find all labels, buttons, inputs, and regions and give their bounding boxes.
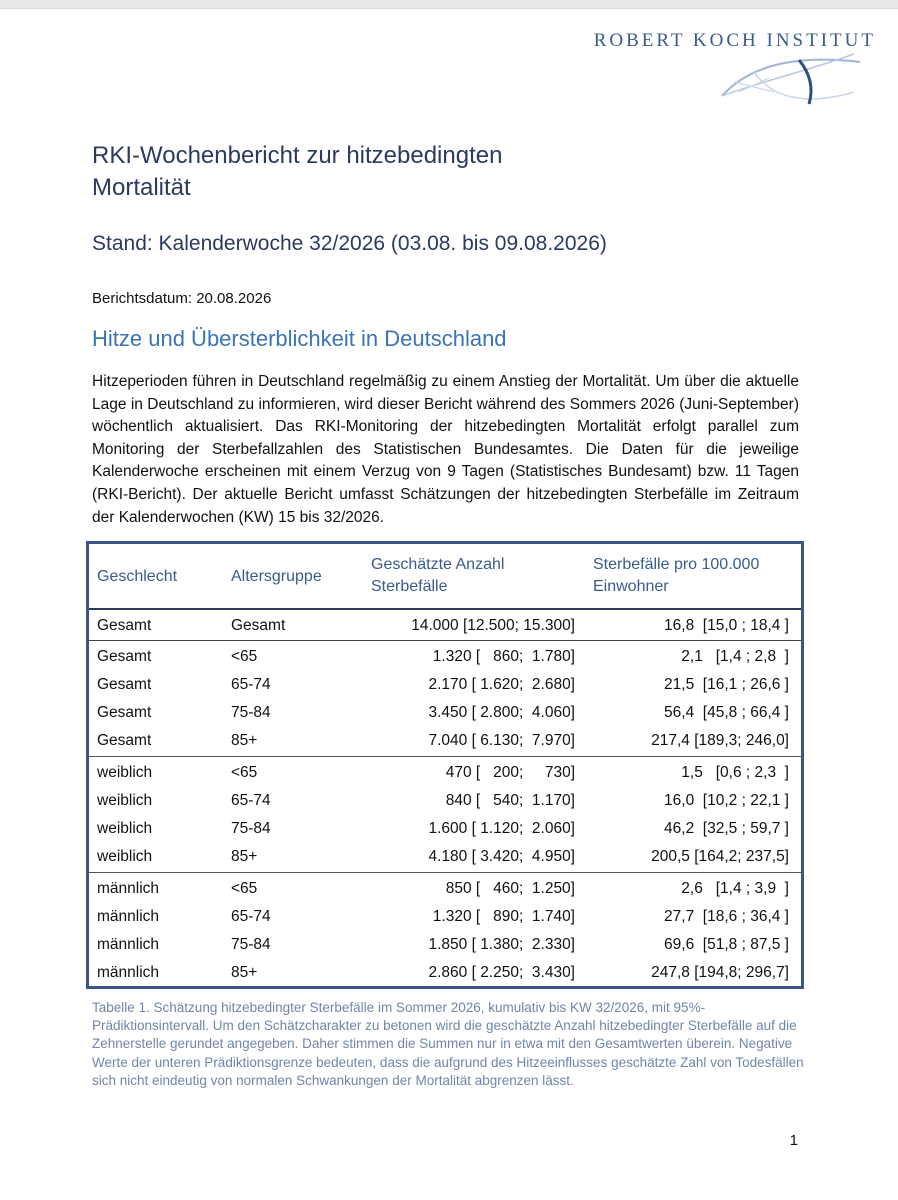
report-title xyxy=(92,140,812,204)
table-row xyxy=(89,759,801,787)
cell-rate: 27,7 [18,6 ; 36,4 ] xyxy=(664,908,789,925)
table-row xyxy=(89,903,801,931)
cell-rate: 69,6 [51,8 ; 87,5 ] xyxy=(664,936,789,953)
cell-rate: 247,8 [194,8; 296,7] xyxy=(651,964,789,981)
table-row xyxy=(89,787,801,815)
cell-rate: 217,4 [189,3; 246,0] xyxy=(651,732,789,749)
cell-anzahl: 840 [ 540; 1.170] xyxy=(445,792,575,809)
header-anzahl-line1: Geschätzte Anzahl xyxy=(371,556,505,573)
cell-rate: 16,8 [15,0 ; 18,4 ] xyxy=(664,617,789,634)
cell-rate: 2,1 [1,4 ; 2,8 ] xyxy=(681,648,789,665)
cell-geschlecht: männlich xyxy=(97,964,160,981)
cell-alter: 65-74 xyxy=(231,792,271,809)
table-row xyxy=(89,959,801,987)
report-stand: Stand: Kalenderwoche 32/2026 (03.08. bis 09.08.2026) xyxy=(92,232,607,255)
section-heading: Hitze und Übersterblichkeit in Deutschland xyxy=(92,326,507,351)
cell-alter: 85+ xyxy=(231,848,258,865)
header-altersgruppe: Altersgruppe xyxy=(231,568,322,585)
report-title-line2: Mortalität xyxy=(92,174,191,201)
cell-rate: 200,5 [164,2; 237,5] xyxy=(651,848,789,865)
cell-geschlecht: männlich xyxy=(97,936,160,953)
cell-geschlecht: Gesamt xyxy=(97,704,152,721)
cell-anzahl: 850 [ 460; 1.250] xyxy=(445,880,575,897)
cell-anzahl: 470 [ 200; 730] xyxy=(445,764,575,781)
cell-anzahl: 1.600 [ 1.120; 2.060] xyxy=(428,820,575,837)
cell-anzahl: 4.180 [ 3.420; 4.950] xyxy=(428,848,575,865)
cell-rate: 46,2 [32,5 ; 59,7 ] xyxy=(664,820,789,837)
cell-geschlecht: männlich xyxy=(97,880,160,897)
table-row xyxy=(89,699,801,727)
cell-anzahl: 2.860 [ 2.250; 3.430] xyxy=(428,964,575,981)
cell-geschlecht: Gesamt xyxy=(97,676,152,693)
cell-alter: 75-84 xyxy=(231,936,271,953)
intro-paragraph: Hitzeperioden führen in Deutschland regelmäßig zu einem Anstieg der Mortalität. Um über die aktuelle Lage in Deutschland zu informieren, wird dieser Bericht während des Sommers 2026 (Juni-September) wöchentlich aktualisiert. Das RKI-Monitoring der hitzebedingten Mortalität erfolgt parallel zum Monitoring der Sterbefallzahlen des Statistischen Bundesamtes. Die Daten für die jeweilige Kalenderwoche erscheinen mit einem Verzug von 9 Tagen (Statistisches Bundesamt) bzw. 11 Tagen (RKI-Bericht). Der aktuelle Bericht umfasst Schätzungen der hitzebedingten Sterbefälle im Zeitraum der Kalenderwochen (KW) 15 bis 32/2026. xyxy=(92,373,799,526)
header-rate xyxy=(593,554,759,598)
header-geschlecht: Geschlecht xyxy=(97,568,178,585)
cell-alter: Gesamt xyxy=(231,617,286,634)
header-anzahl-line2: Sterbefälle xyxy=(371,578,448,595)
cell-alter: <65 xyxy=(231,648,258,665)
cell-geschlecht: weiblich xyxy=(97,764,153,781)
cell-anzahl: 1.320 [ 860; 1.780] xyxy=(432,648,575,665)
row-divider xyxy=(89,756,801,757)
table-row xyxy=(89,931,801,959)
cell-geschlecht: Gesamt xyxy=(97,648,152,665)
row-divider xyxy=(89,640,801,641)
cell-anzahl: 7.040 [ 6.130; 7.970] xyxy=(428,732,575,749)
table-row xyxy=(89,612,801,640)
cell-alter: <65 xyxy=(231,880,258,897)
header-rate-line2: Einwohner xyxy=(593,578,669,595)
cell-geschlecht: männlich xyxy=(97,908,160,925)
row-divider xyxy=(89,872,801,873)
cell-geschlecht: weiblich xyxy=(97,820,153,837)
table-row xyxy=(89,643,801,671)
cell-alter: <65 xyxy=(231,764,258,781)
cell-rate: 56,4 [45,8 ; 66,4 ] xyxy=(664,704,789,721)
table-row xyxy=(89,843,801,871)
cell-anzahl: 1.320 [ 890; 1.740] xyxy=(432,908,575,925)
institute-logo-text: ROBERT KOCH INSTITUT xyxy=(593,30,876,51)
header-rate-line1: Sterbefälle pro 100.000 xyxy=(593,556,760,573)
mortality-table xyxy=(86,541,804,989)
cell-anzahl: 3.450 [ 2.800; 4.060] xyxy=(428,704,575,721)
cell-rate: 2,6 [1,4 ; 3,9 ] xyxy=(681,880,789,897)
cell-anzahl: 1.850 [ 1.380; 2.330] xyxy=(428,936,575,953)
cell-alter: 75-84 xyxy=(231,820,271,837)
table-row xyxy=(89,727,801,755)
cell-geschlecht: Gesamt xyxy=(97,617,152,634)
cell-rate: 1,5 [0,6 ; 2,3 ] xyxy=(681,764,789,781)
header-anzahl xyxy=(371,554,504,598)
cell-geschlecht: weiblich xyxy=(97,848,153,865)
cell-rate: 21,5 [16,1 ; 26,6 ] xyxy=(664,676,789,693)
table-row xyxy=(89,815,801,843)
cell-geschlecht: Gesamt xyxy=(97,732,152,749)
cell-anzahl: 14.000 [12.500; 15.300] xyxy=(411,617,575,634)
page-number: 1 xyxy=(789,1132,798,1149)
top-bar xyxy=(0,0,898,9)
table-caption: Tabelle 1. Schätzung hitzebedingter Sterbefälle im Sommer 2026, kumulativ bis KW 32/2026, mit 95%-Prädiktionsintervall. Um den Schätzcharakter zu betonen wird die geschätzte Anzahl hitzebedingter Sterbefälle auf die Zehnerstelle gerundet angegeben. Daher stimmen die Summen nur in etwa mit den Gesamtwerten überein. Negative Werte der unteren Prädiktionsgrenze bedeuten, dass die aufgrund des Hitzeeinflusses geschätzte Zahl von Todesfällen sich nicht eindeutig von normalen Schwankungen der Mortalität abgrenzen lässt. xyxy=(92,1000,804,1088)
report-date: Berichtsdatum: 20.08.2026 xyxy=(92,290,272,307)
cell-alter: 85+ xyxy=(231,732,258,749)
report-title-line1: RKI-Wochenbericht zur hitzebedingten xyxy=(92,142,503,169)
cell-alter: 65-74 xyxy=(231,676,271,693)
cell-geschlecht: weiblich xyxy=(97,792,153,809)
rki-logo-icon xyxy=(714,52,864,106)
table-row xyxy=(89,671,801,699)
cell-alter: 85+ xyxy=(231,964,258,981)
cell-anzahl: 2.170 [ 1.620; 2.680] xyxy=(428,676,575,693)
table-row xyxy=(89,875,801,903)
cell-alter: 65-74 xyxy=(231,908,271,925)
cell-rate: 16,0 [10,2 ; 22,1 ] xyxy=(664,792,789,809)
cell-alter: 75-84 xyxy=(231,704,271,721)
table-header xyxy=(89,544,801,610)
